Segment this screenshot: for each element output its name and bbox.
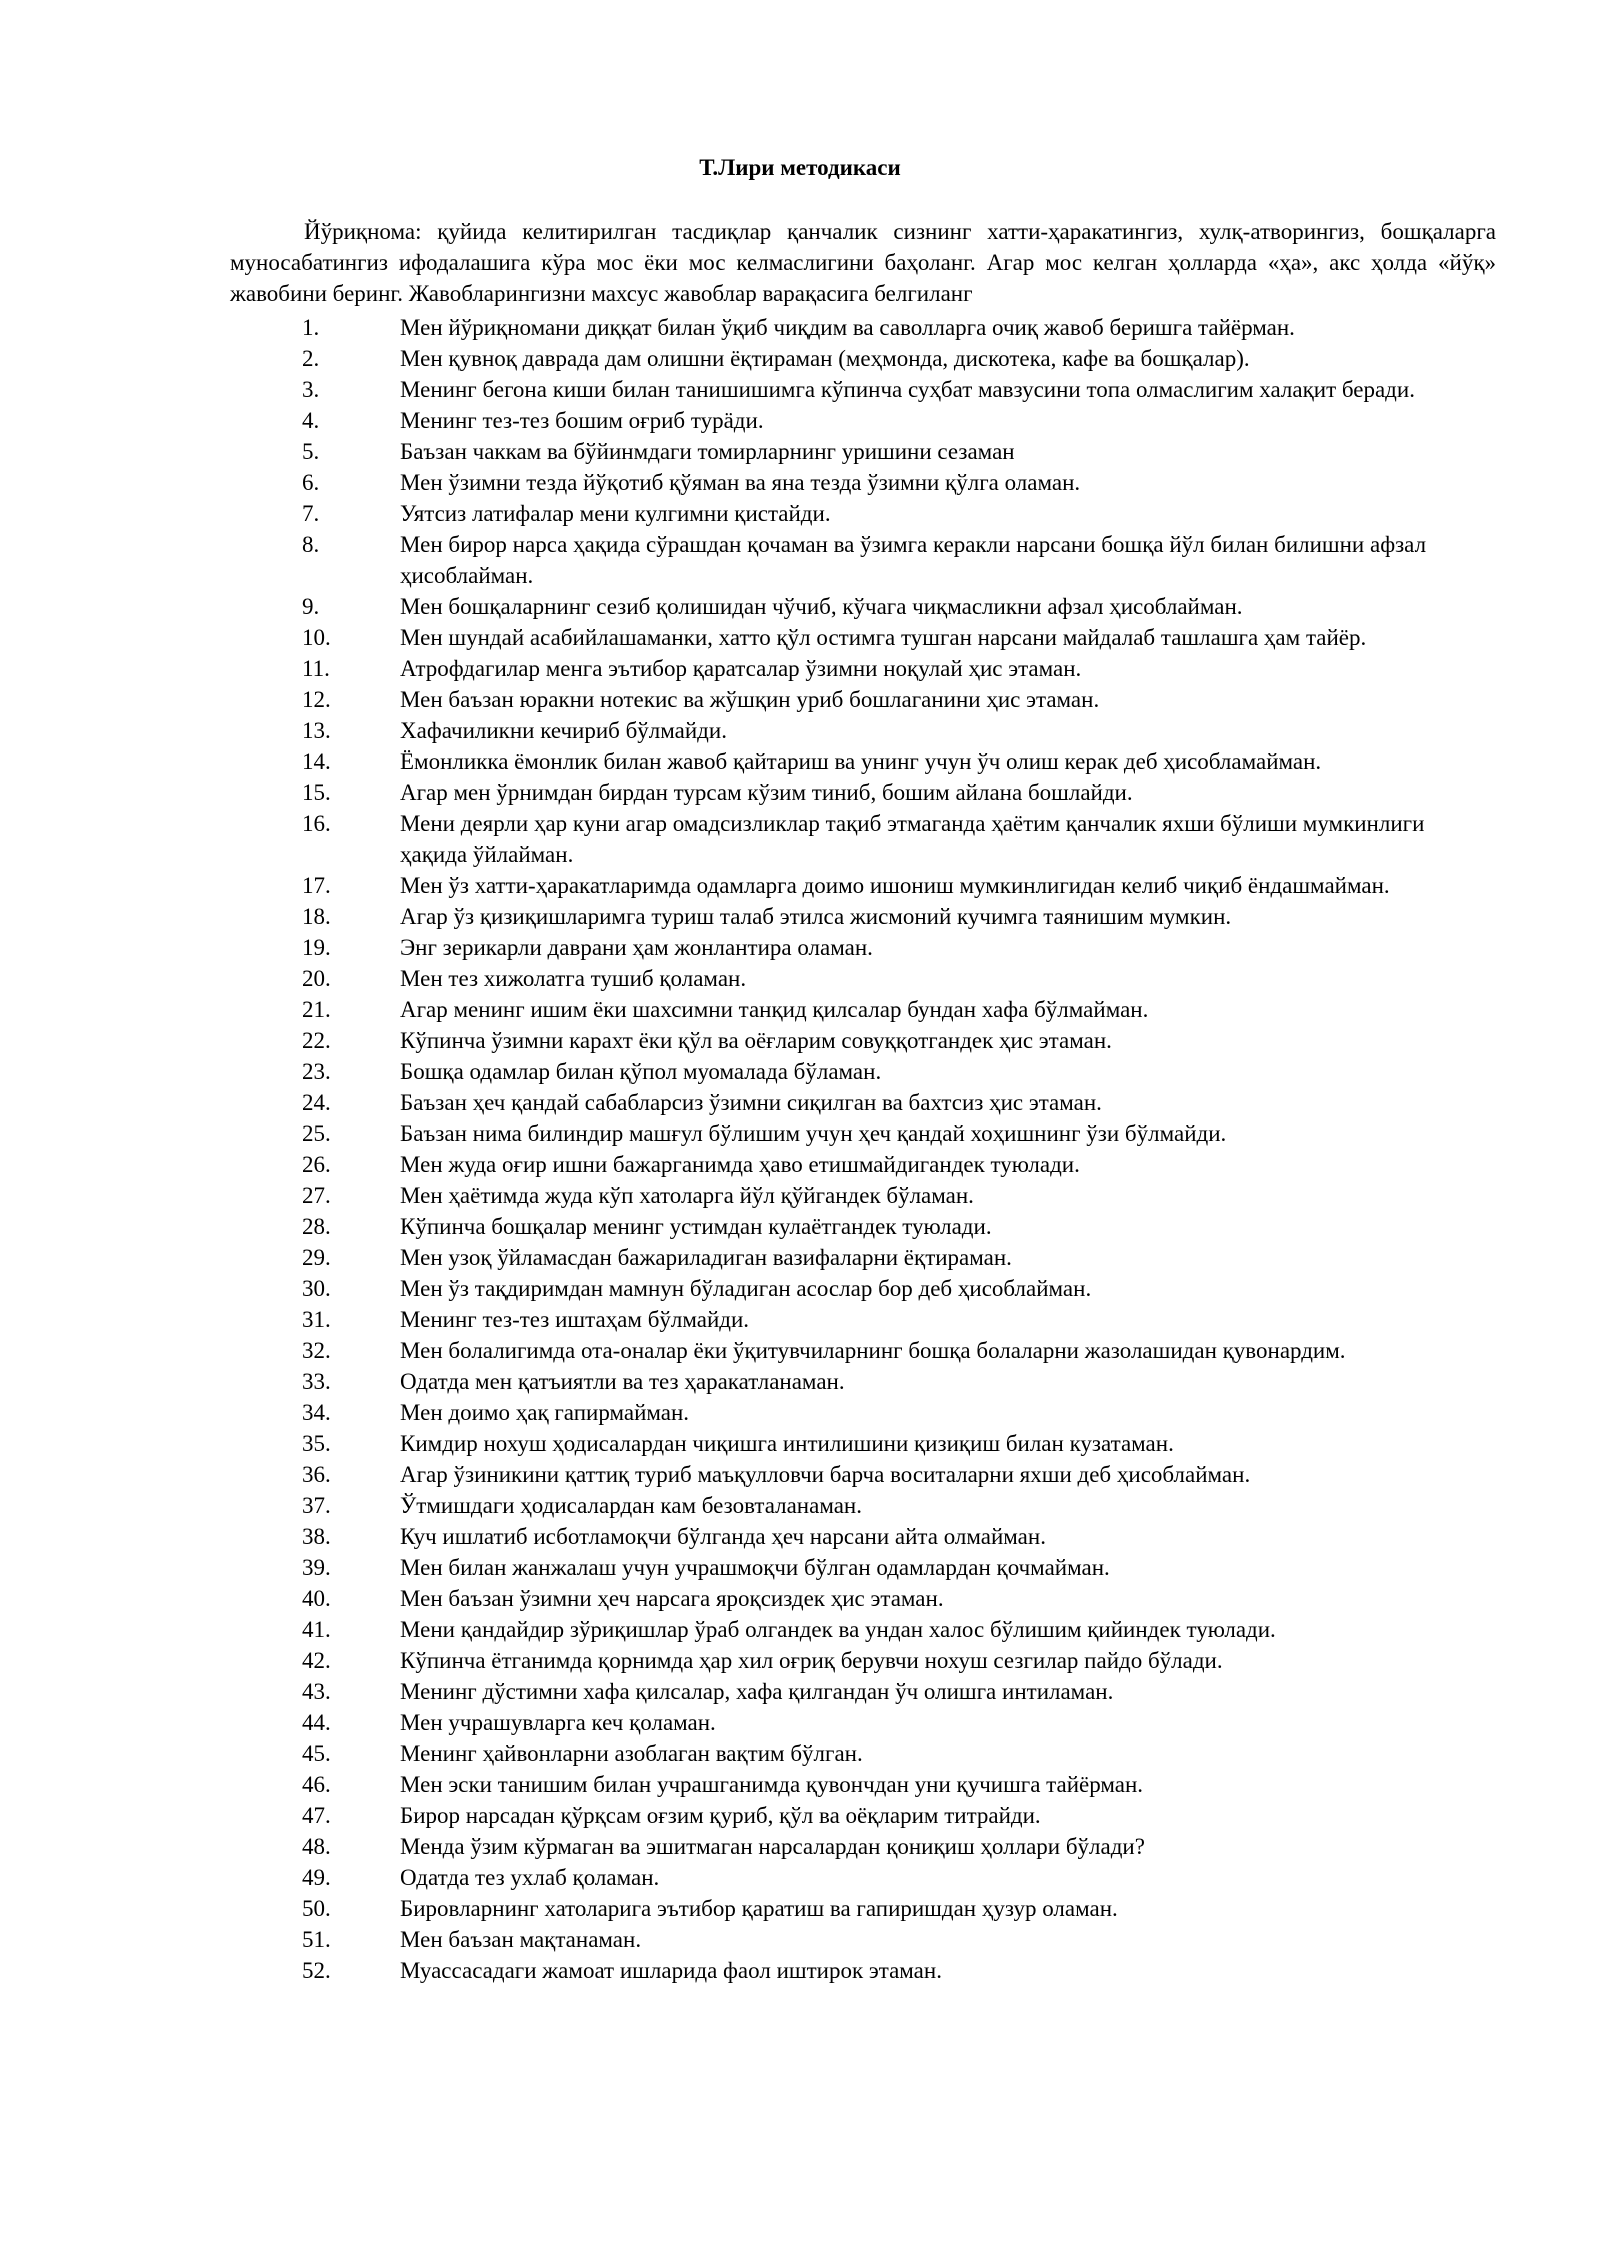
question-number: 46. [302, 1772, 331, 1797]
question-item [230, 684, 1496, 715]
question-item [230, 1304, 1496, 1335]
question-item [230, 1118, 1496, 1149]
question-item [230, 312, 1496, 343]
question-item [230, 746, 1496, 777]
question-text: Мен жуда оғир ишни бажарганимда ҳаво етишмайдигандек туюлади. [400, 1152, 1080, 1177]
question-item [230, 715, 1496, 746]
question-number: 33. [302, 1369, 331, 1394]
question-text: Агар ўзиникини қаттиқ туриб маъқулловчи барча воситаларни яхши деб ҳисоблайман. [400, 1462, 1251, 1487]
question-text: Ўтмишдаги ҳодисалардан кам безовталанаман. [400, 1493, 862, 1518]
question-number: 27. [302, 1183, 331, 1208]
question-item [230, 901, 1496, 932]
question-text: Агар ўз қизиқишларимга туриш талаб этилса жисмоний кучимга таянишим мумкин. [400, 904, 1232, 929]
question-text: Одатда тез ухлаб қоламан. [400, 1865, 660, 1890]
question-item [230, 1862, 1496, 1893]
question-number: 4. [302, 408, 320, 433]
question-item [230, 1831, 1496, 1862]
question-number: 50. [302, 1896, 331, 1921]
question-number: 1. [302, 315, 320, 340]
question-number: 38. [302, 1524, 331, 1549]
question-text: Ёмонликка ёмонлик билан жавоб қайтариш ва унинг учун ўч олиш керак деб ҳисобламайман. [400, 749, 1322, 774]
question-text: Менда ўзим кўрмаган ва эшитмаган нарсалардан қониқиш ҳоллари бўлади? [400, 1834, 1145, 1859]
question-item [230, 1645, 1496, 1676]
question-text: Агар мен ўрнимдан бирдан турсам кўзим тиниб, бошим айлана бошлайди. [400, 780, 1133, 805]
question-number: 3. [302, 377, 320, 402]
question-item [230, 1242, 1496, 1273]
question-item [230, 1056, 1496, 1087]
question-item [230, 1025, 1496, 1056]
question-text: Муассасадаги жамоат ишларида фаол иштирок этаман. [400, 1958, 942, 1983]
question-number: 29. [302, 1245, 331, 1270]
question-item [230, 529, 1496, 591]
question-item [230, 374, 1496, 405]
question-item [230, 1211, 1496, 1242]
question-text: Баъзан чаккам ва бўйинмдаги томирларнинг уришини сезаман [400, 439, 1015, 464]
question-number: 48. [302, 1834, 331, 1859]
question-item [230, 1583, 1496, 1614]
question-item [230, 1273, 1496, 1304]
question-item [230, 1769, 1496, 1800]
question-text: Мен билан жанжалаш учун учрашмоқчи бўлган одамлардан қочмайман. [400, 1555, 1110, 1580]
question-number: 45. [302, 1741, 331, 1766]
question-number: 2. [302, 346, 320, 371]
question-number: 43. [302, 1679, 331, 1704]
question-text: Мен баъзан ўзимни ҳеч нарсага яроқсиздек ҳис этаман. [400, 1586, 944, 1611]
question-item [230, 1552, 1496, 1583]
instruction-paragraph: Йўриқнома: қуйида келитирилган тасдиқлар қанчалик сизнинг хатти-ҳаракатингиз, хулқ-атворингиз, бошқаларга муносабатингиз ифодалашига кўра мос ёки мос келмаслигини баҳоланг. Агар мос келган ҳолларда «ҳа», акс ҳолда «йўқ» жавобини беринг. Жавобларингизни махсус жавоблар варақасига белгиланг [230, 219, 1496, 306]
question-number: 19. [302, 935, 331, 960]
question-text: Мен доимо ҳақ гапирмайман. [400, 1400, 690, 1425]
question-text: Мен ҳаётимда жуда кўп хатоларга йўл қўйгандек бўламан. [400, 1183, 974, 1208]
question-text: Энг зерикарли даврани ҳам жонлантира оламан. [400, 935, 873, 960]
question-text: Куч ишлатиб исботламоқчи бўлганда ҳеч нарсани айта олмайман. [400, 1524, 1046, 1549]
question-text: Агар менинг ишим ёки шахсимни танқид қилсалар бундан хафа бўлмайман. [400, 997, 1149, 1022]
question-number: 11. [302, 656, 330, 681]
question-number: 24. [302, 1090, 331, 1115]
question-item [230, 1707, 1496, 1738]
question-number: 35. [302, 1431, 331, 1456]
question-number: 21. [302, 997, 331, 1022]
question-number: 23. [302, 1059, 331, 1084]
question-number: 6. [302, 470, 320, 495]
question-item [230, 1893, 1496, 1924]
question-text: Мен тез хижолатга тушиб қоламан. [400, 966, 747, 991]
question-number: 22. [302, 1028, 331, 1053]
question-number: 36. [302, 1462, 331, 1487]
question-item [230, 1087, 1496, 1118]
question-text: Мен бошқаларнинг сезиб қолишидан чўчиб, кўчага чиқмасликни афзал ҳисоблайман. [400, 594, 1243, 619]
question-number: 8. [302, 532, 320, 557]
question-text: Мен учрашувларга кеч қоламан. [400, 1710, 716, 1735]
question-number: 52. [302, 1958, 331, 1983]
question-text: Менинг дўстимни хафа қилсалар, хафа қилгандан ўч олишга интиламан. [400, 1679, 1114, 1704]
question-text: Баъзан нима билиндир машғул бўлишим учун ҳеч қандай хоҳишнинг ўзи бўлмайди. [400, 1121, 1227, 1146]
question-item [230, 1521, 1496, 1552]
question-item [230, 467, 1496, 498]
question-number: 13. [302, 718, 331, 743]
question-text: Хафачиликни кечириб бўлмайди. [400, 718, 727, 743]
question-text: Мен бирор нарса ҳақида сўрашдан қочаман ва ўзимга керакли нарсани бошқа йўл билан билишни афзал ҳисоблайман. [400, 532, 1427, 588]
question-text: Мен ўзимни тезда йўқотиб қўяман ва яна тезда ўзимни қўлга оламан. [400, 470, 1081, 495]
question-number: 14. [302, 749, 331, 774]
question-text: Мен узоқ ўйламасдан бажариладиган вазифаларни ёқтираман. [400, 1245, 1012, 1270]
question-text: Менинг ҳайвонларни азоблаган вақтим бўлган. [400, 1741, 863, 1766]
question-item [230, 591, 1496, 622]
question-text: Мен шундай асабийлашаманки, хатто қўл остимга тушган нарсани майдалаб ташлашга ҳам тайёр. [400, 625, 1367, 650]
question-text: Кўпинча ётганимда қорнимда ҳар хил оғриқ берувчи нохуш сезгилар пайдо бўлади. [400, 1648, 1223, 1673]
question-number: 20. [302, 966, 331, 991]
question-text: Мени қандайдир зўриқишлар ўраб олгандек ва ундан халос бўлишим қийиндек туюлади. [400, 1617, 1276, 1642]
question-item [230, 932, 1496, 963]
question-item [230, 808, 1496, 870]
question-number: 28. [302, 1214, 331, 1239]
question-item [230, 777, 1496, 808]
question-item [230, 1428, 1496, 1459]
question-number: 32. [302, 1338, 331, 1363]
question-number: 41. [302, 1617, 331, 1642]
question-number: 51. [302, 1927, 331, 1952]
question-item [230, 1180, 1496, 1211]
question-number: 18. [302, 904, 331, 929]
question-number: 17. [302, 873, 331, 898]
question-text: Менинг тез-тез бошим оғриб турäди. [400, 408, 764, 433]
question-number: 12. [302, 687, 331, 712]
question-item [230, 1459, 1496, 1490]
question-text: Мен ўз хатти-ҳаракатларимда одамларга доимо ишониш мумкинлигидан келиб чиқиб ёндашмайман. [400, 873, 1390, 898]
question-text: Менинг бегона киши билан танишишимга кўпинча суҳбат мавзусини топа олмаслигим халақит беради. [400, 377, 1415, 402]
question-number: 26. [302, 1152, 331, 1177]
question-item [230, 1676, 1496, 1707]
question-item [230, 622, 1496, 653]
question-item [230, 994, 1496, 1025]
question-text: Мен болалигимда ота-оналар ёки ўқитувчиларнинг бошқа болаларни жазолашидан қувонардим. [400, 1338, 1346, 1363]
question-number: 39. [302, 1555, 331, 1580]
question-number: 31. [302, 1307, 331, 1332]
question-number: 30. [302, 1276, 331, 1301]
question-item [230, 1335, 1496, 1366]
question-item [230, 1614, 1496, 1645]
question-text: Мени деярли ҳар куни агар омадсизликлар тақиб этмаганда ҳаётим қанчалик яхши бўлиши мумкинлиги ҳақида ўйлайман. [400, 811, 1425, 867]
question-text: Баъзан ҳеч қандай сабабларсиз ўзимни сиқилган ва бахтсиз ҳис этаман. [400, 1090, 1102, 1115]
question-item [230, 343, 1496, 374]
question-number: 9. [302, 594, 320, 619]
question-text: Бошқа одамлар билан қўпол муомалада бўламан. [400, 1059, 882, 1084]
question-number: 25. [302, 1121, 331, 1146]
question-number: 44. [302, 1710, 331, 1735]
question-number: 40. [302, 1586, 331, 1611]
question-text: Кимдир нохуш ҳодисалардан чиқишга интилишини қизиқиш билан кузатаман. [400, 1431, 1174, 1456]
question-number: 42. [302, 1648, 331, 1673]
question-text: Менинг тез-тез иштаҳам бўлмайди. [400, 1307, 750, 1332]
question-item [230, 1397, 1496, 1428]
question-item [230, 870, 1496, 901]
question-number: 10. [302, 625, 331, 650]
question-text: Одатда мен қатъиятли ва тез ҳаракатланаман. [400, 1369, 845, 1394]
question-text: Мен эски танишим билан учрашганимда қувончдан уни қучишга тайёрман. [400, 1772, 1144, 1797]
question-item [230, 1800, 1496, 1831]
page-title: Т.Лири методикаси [699, 155, 901, 180]
question-list [230, 312, 1496, 1986]
question-item [230, 1955, 1496, 1986]
question-item [230, 653, 1496, 684]
question-number: 47. [302, 1803, 331, 1828]
question-text: Мен баъзан юракни нотекис ва жўшқин уриб бошлаганини ҳис этаман. [400, 687, 1100, 712]
question-number: 16. [302, 811, 331, 836]
question-text: Мен баъзан мақтанаман. [400, 1927, 642, 1952]
question-text: Бирор нарсадан қўрқсам оғзим қуриб, қўл ва оёқларим титрайди. [400, 1803, 1041, 1828]
question-item [230, 1490, 1496, 1521]
question-number: 34. [302, 1400, 331, 1425]
question-item [230, 498, 1496, 529]
question-text: Атрофдагилар менга эътибор қаратсалар ўзимни ноқулай ҳис этаман. [400, 656, 1082, 681]
question-item [230, 1149, 1496, 1180]
question-item [230, 1738, 1496, 1769]
question-text: Бировларнинг хатоларига эътибор қаратиш ва гапиришдан ҳузур оламан. [400, 1896, 1118, 1921]
question-item [230, 1924, 1496, 1955]
question-item [230, 436, 1496, 467]
question-number: 5. [302, 439, 320, 464]
question-text: Уятсиз латифалар мени кулгимни қистайди. [400, 501, 831, 526]
question-item [230, 405, 1496, 436]
question-item [230, 963, 1496, 994]
question-number: 7. [302, 501, 320, 526]
question-number: 37. [302, 1493, 331, 1518]
question-text: Кўпинча ўзимни карахт ёки қўл ва оёғларим совуққотгандек ҳис этаман. [400, 1028, 1112, 1053]
question-number: 15. [302, 780, 331, 805]
question-text: Кўпинча бошқалар менинг устимдан кулаётгандек туюлади. [400, 1214, 992, 1239]
question-item [230, 1366, 1496, 1397]
question-number: 49. [302, 1865, 331, 1890]
question-text: Мен ўз тақдиримдан мамнун бўладиган асослар бор деб ҳисоблайман. [400, 1276, 1092, 1301]
question-text: Мен йўриқномани диққат билан ўқиб чиқдим ва саволларга очиқ жавоб беришга тайёрман. [400, 315, 1295, 340]
question-text: Мен қувноқ даврада дам олишни ёқтираман (меҳмонда, дискотека, кафе ва бошқалар). [400, 346, 1250, 371]
